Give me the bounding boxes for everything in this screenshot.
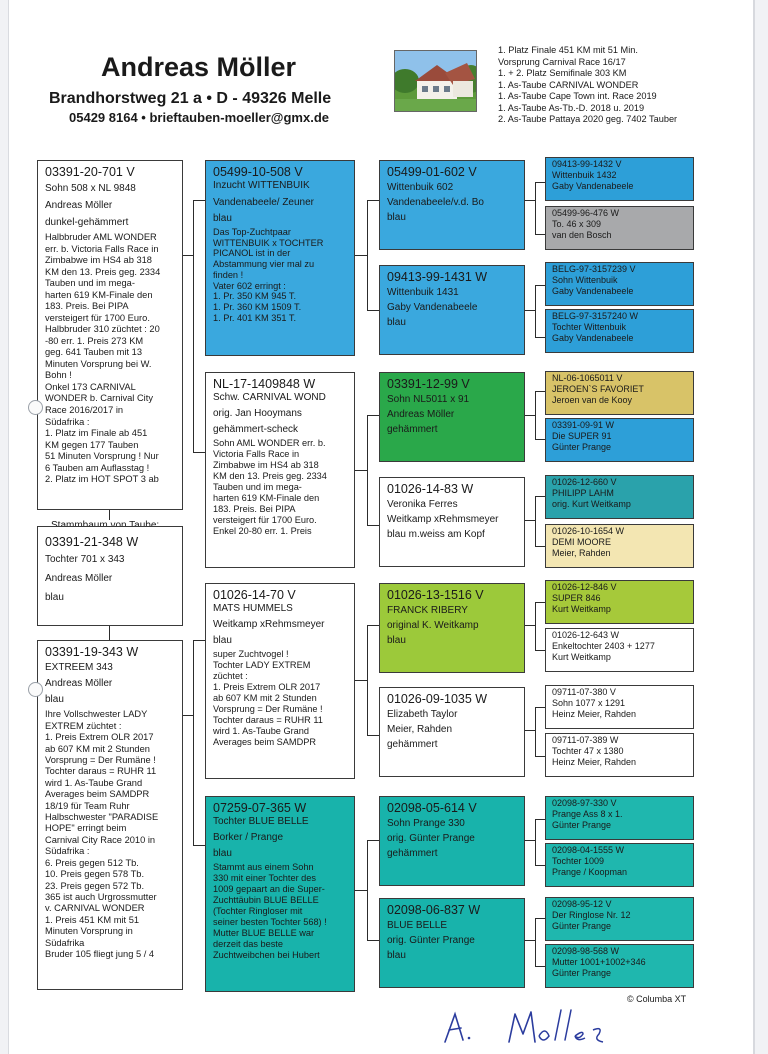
connector-line — [535, 439, 545, 440]
granddam-maternal-card — [205, 796, 355, 992]
connector-line — [535, 285, 536, 337]
pedigree-line: DEMI MOORE — [552, 536, 612, 547]
connector-line — [535, 756, 545, 757]
connector-line — [355, 255, 367, 256]
pedigree-line: Prange Ass 8 x 1. — [552, 808, 623, 819]
connector-line — [535, 966, 545, 967]
connector-line — [367, 840, 379, 841]
pedigree-line: blau — [45, 592, 64, 604]
achievement-line: 1. As-Taube Cape Town int. Race 2019 — [498, 91, 657, 101]
pedigree-line: gehämmert-scheck — [213, 423, 299, 435]
connector-line — [367, 625, 379, 626]
pedigree-line: BLUE BELLE — [387, 920, 448, 932]
gen4-card — [545, 628, 694, 672]
connector-line — [525, 310, 535, 311]
pedigree-line: Meier, Rahden — [552, 547, 611, 558]
pedigree-line: Andreas Möller — [387, 409, 455, 421]
connector-line — [535, 602, 536, 650]
ring-number: 02098-06-837 W — [387, 903, 481, 917]
gen3-card — [379, 583, 525, 673]
gen4-card — [545, 309, 694, 353]
ring-number: 09711-07-380 V — [552, 687, 616, 697]
pedigree-line: SUPER 846 — [552, 592, 601, 603]
ring-number: 03391-19-343 W — [45, 645, 139, 659]
pedigree-notes: super Zuchtvogel ! Tochter LADY EXTREM züchtet : 1. Preis Extrem OLR 2017 ab 607 KM mit 2 Stunden Vorsprung = Der Rumäne ! Tochter daraus = RUHR 11 wird 1. As-Taube Grand Averages beim SAMDPR — [213, 648, 323, 747]
gen4-card — [545, 524, 694, 568]
pedigree-line: Weitkamp xRehmsmeyer — [213, 618, 325, 630]
pedigree-line: blau — [387, 212, 406, 224]
connector-line — [525, 730, 535, 731]
connector-line — [367, 735, 379, 736]
pedigree-line: Kurt Weitkamp — [552, 603, 611, 614]
punch-hole — [28, 682, 43, 697]
pedigree-line: Veronika Ferres — [387, 499, 458, 511]
connector-line — [367, 840, 368, 940]
gen3-card — [379, 796, 525, 886]
connector-line — [535, 182, 545, 183]
achievement-line: 1. Platz Finale 451 KM mit 51 Min. — [498, 45, 638, 55]
connector-line — [367, 200, 368, 310]
ring-number: 01026-12-660 V — [552, 477, 617, 487]
pedigree-line: Borker / Prange — [213, 831, 284, 843]
pedigree-notes: Halbbruder AML WONDER err. b. Victoria Falls Race in Zimbabwe im HS4 ab 318 KM den 13. Preis geg. 2334 Tauben und im mega- harten 619 KM-Finale den 183. Preis. Bei PIPA versteigert für 1700 Euro. Halbbruder 310 züchtet : 20 -80 err. 1. Preis 273 KM geg. 641 Tauben mit 13 Minuten Vorsprung bei W. Bohn ! Onkel 173 CARNIVAL WONDER b. Carnival City Race 2016/2017 in Südafrika : 1. Platz im Finale ab 451 KM gegen 177 Tauben 51 Minuten Vorsprung ! Nur 6 Tauben am Auflasstag ! 2. Platz im HOT SPOT 3 ab — [45, 232, 161, 485]
pedigree-line: Tochter 701 x 343 — [45, 554, 125, 566]
connector-line — [535, 650, 545, 651]
achievement-line: 2. As-Taube Pattaya 2020 geg. 7402 Tauber — [498, 114, 678, 124]
ring-number: 09413-99-1432 V — [552, 159, 622, 169]
gen4-card — [545, 944, 694, 988]
gen4-card — [545, 796, 694, 840]
connector-line — [367, 415, 379, 416]
pedigree-line: Günter Prange — [552, 920, 612, 931]
connector-line — [535, 602, 545, 603]
pedigree-line: PHILIPP LAHM — [552, 487, 614, 498]
pedigree-line: Prange / Koopman — [552, 866, 628, 877]
connector-line — [525, 415, 535, 416]
connector-line — [367, 525, 379, 526]
gen4-card — [545, 157, 694, 201]
pedigree-line: Die SUPER 91 — [552, 430, 612, 441]
connector-line — [525, 200, 535, 201]
connector-line — [535, 918, 536, 966]
pedigree-line: Günter Prange — [552, 441, 612, 452]
pedigree-line: Heinz Meier, Rahden — [552, 756, 637, 767]
connector-line — [183, 715, 193, 716]
ring-number: 02098-05-614 V — [387, 801, 477, 815]
gen4-card — [545, 843, 694, 887]
breeder-address: Brandhorstweg 21 a • D - 49326 Melle — [49, 90, 332, 107]
pedigree-line: orig. Jan Hooymans — [213, 407, 302, 419]
pedigree-line: Inzucht WITTENBUIK — [213, 180, 310, 192]
connector-line — [535, 546, 545, 547]
gen4-card — [545, 733, 694, 777]
pedigree-line: Heinz Meier, Rahden — [552, 708, 637, 719]
pedigree-line: Wittenbuik 602 — [387, 182, 454, 194]
connector-line — [535, 707, 545, 708]
ring-number: 09711-07-389 W — [552, 735, 619, 745]
pedigree-line: Meier, Rahden — [387, 724, 453, 736]
pedigree-line: Gaby Vandenabeele — [387, 302, 478, 314]
pedigree-line: Wittenbuik 1431 — [387, 287, 459, 299]
gen3-card — [379, 372, 525, 462]
pedigree-notes: Ihre Vollschwester LADY EXTREM züchtet : 1. Preis Extrem OLR 2017 ab 607 KM mit 2 Stunden Vorsprung = Der Rumäne ! Tochter daraus = RUHR 11 wird 1. As-Taube Grand Averages beim SAMDPR 18/19 für Team Ruhr Halbschwester "PARADISE HOPE" erringt beim Carnival City Race 2010 in Südafrika : 6. Preis gegen 512 Tb. 10. Preis gegen 578 Tb. 23. Preis gegen 572 Tb. 365 ist auch Urgrossmutter v. CARNIVAL WONDER 1. Preis 451 KM mit 51 Minuten Vorsprung in Südafrika Bruder 105 fliegt jung 5 / 4 — [45, 709, 159, 960]
pedigree-line: original K. Weitkamp — [387, 620, 479, 632]
ring-number: 09413-99-1431 W — [387, 270, 488, 284]
copyright-text: © Columba XT — [627, 994, 687, 1004]
connector-line — [525, 625, 535, 626]
pedigree-line: blau — [213, 634, 232, 646]
pedigree-line: Tochter BLUE BELLE — [213, 816, 309, 828]
pedigree-line: Wittenbuik 1432 — [552, 169, 617, 180]
pedigree-line: Kurt Weitkamp — [552, 651, 611, 662]
connector-line — [193, 200, 194, 452]
connector-line — [355, 890, 367, 891]
pedigree-line: Enkeltochter 2403 + 1277 — [552, 640, 655, 651]
ring-number: 05499-10-508 V — [213, 165, 303, 179]
ring-number: 03391-20-701 V — [45, 165, 135, 179]
pedigree-line: Andreas Möller — [45, 573, 113, 585]
pedigree-line: orig. Günter Prange — [387, 935, 475, 947]
ring-number: 02098-95-12 V — [552, 899, 612, 909]
connector-line — [535, 496, 545, 497]
pedigree-line: Der Ringlose Nr. 12 — [552, 909, 631, 920]
ring-number: NL-17-1409848 W — [213, 377, 316, 391]
pedigree-line: Schw. CARNIVAL WOND — [213, 392, 326, 404]
connector-line — [535, 234, 545, 235]
pedigree-line: Gaby Vandenabeele — [552, 332, 634, 343]
pedigree-line: Vandenabeele/ Zeuner — [213, 196, 315, 208]
connector-line — [535, 182, 536, 234]
ring-number: 03391-21-348 W — [45, 535, 139, 549]
subject-card — [37, 526, 183, 626]
pedigree-line: Vandenabeele/v.d. Bo — [387, 197, 484, 209]
gen4-card — [545, 475, 694, 519]
pedigree-line: van den Bosch — [552, 229, 612, 240]
gen4-card — [545, 580, 694, 624]
pedigree-line: Gaby Vandenabeele — [552, 180, 634, 191]
pedigree-line: blau — [213, 212, 232, 224]
connector-line — [525, 520, 535, 521]
grandsire-maternal-card — [205, 583, 355, 779]
achievement-line: 1. + 2. Platz Semifinale 303 KM — [498, 68, 627, 78]
ring-number: NL-06-1065011 V — [552, 373, 623, 383]
connector-line — [535, 819, 545, 820]
pedigree-line: FRANCK RIBERY — [387, 605, 468, 617]
ring-number: BELG-97-3157240 W — [552, 311, 639, 321]
connector-line — [535, 819, 536, 865]
ring-number: 01026-14-83 W — [387, 482, 474, 496]
achievement-line: 1. As-Taube CARNIVAL WONDER — [498, 79, 639, 90]
pedigree-line: Tochter Wittenbuik — [552, 321, 627, 332]
pedigree-line: Tochter 47 x 1380 — [552, 745, 624, 756]
pedigree-line: orig. Günter Prange — [387, 833, 475, 845]
connector-line — [193, 845, 205, 846]
connector-line — [193, 452, 205, 453]
gen4-card — [545, 897, 694, 941]
ring-number: 01026-14-70 V — [213, 588, 296, 602]
ring-number: 01026-12-846 V — [552, 582, 617, 592]
pedigree-line: blau — [387, 317, 406, 329]
connector-line — [367, 310, 379, 311]
ring-number: 02098-97-330 V — [552, 798, 617, 808]
pedigree-line: blau — [387, 950, 406, 962]
ring-number: 01026-12-643 W — [552, 630, 620, 640]
connector-line — [535, 391, 545, 392]
pedigree-line: Gaby Vandenabeele — [552, 285, 634, 296]
pedigree-line: gehämmert — [387, 739, 438, 751]
connector-line — [193, 200, 205, 201]
pedigree-line: Andreas Möller — [45, 200, 113, 212]
ring-number: 01026-09-1035 W — [387, 692, 488, 706]
pedigree-notes: Das Top-Zuchtpaar WITTENBUIK x TOCHTER PICANOL ist in der Abstammung vier mal zu finden ! Vater 602 erringt : 1. Pr. 350 KM 945 T. 1. Pr. 360 KM 1509 T. 1. Pr. 401 KM 351 T. — [213, 226, 324, 323]
pedigree-line: blau — [213, 847, 232, 859]
ring-number: 01026-10-1654 W — [552, 526, 625, 536]
gen4-card — [545, 685, 694, 729]
breeder-name: Andreas Möller — [101, 52, 297, 82]
pedigree-line: MATS HUMMELS — [213, 603, 293, 615]
grandsire-paternal-card — [205, 160, 355, 356]
connector-line — [367, 200, 379, 201]
gen3-card — [379, 265, 525, 355]
ring-number: 05499-96-476 W — [552, 208, 620, 218]
connector-line — [535, 707, 536, 756]
pedigree-line: Tochter 1009 — [552, 855, 605, 866]
pedigree-line: Weitkamp xRehmsmeyer — [387, 514, 499, 526]
pedigree-line: Sohn NL5011 x 91 — [387, 394, 470, 406]
pedigree-line: blau m.weiss am Kopf — [387, 529, 485, 541]
gen4-card — [545, 206, 694, 250]
gen4-card — [545, 371, 694, 415]
pedigree-line: Elizabeth Taylor — [387, 709, 458, 721]
ring-number: 01026-13-1516 V — [387, 588, 484, 602]
gen4-card — [545, 262, 694, 306]
connector-line — [367, 940, 379, 941]
ring-number: 03391-12-99 V — [387, 377, 470, 391]
gen3-card — [379, 687, 525, 777]
handwritten-signature — [439, 1000, 619, 1048]
pedigree-line: Günter Prange — [552, 967, 612, 978]
connector-line — [535, 337, 545, 338]
connector-line — [535, 918, 545, 919]
pedigree-line: gehämmert — [387, 848, 438, 860]
pedigree-sheet — [8, 0, 755, 1054]
pedigree-line: Sohn 1077 x 1291 — [552, 697, 626, 708]
pedigree-line: blau — [45, 694, 64, 706]
gen3-card — [379, 477, 525, 567]
pedigree-line: Mutter 1001+1002+346 — [552, 956, 646, 967]
connector-line — [367, 625, 368, 735]
achievement-line: Vorsprung Carnival Race 16/17 — [498, 56, 626, 67]
pedigree-line: EXTREEM 343 — [45, 662, 113, 674]
ring-number: 02098-98-568 W — [552, 946, 620, 956]
connector-line — [193, 640, 194, 845]
gen4-card — [545, 418, 694, 462]
connector-line — [535, 865, 545, 866]
pedigree-line: Jeroen van de Kooy — [552, 394, 633, 405]
pedigree-line: Andreas Möller — [45, 678, 113, 690]
gen3-card — [379, 898, 525, 988]
ring-number: 05499-01-602 V — [387, 165, 477, 179]
ring-number: 03391-09-91 W — [552, 420, 615, 430]
pedigree-line: Sohn 508 x NL 9848 — [45, 183, 136, 195]
achievement-line: 1. As-Taube As-Tb.-D. 2018 u. 2019 — [498, 102, 645, 113]
loft-house-image — [395, 51, 477, 112]
ring-number: BELG-97-3157239 V — [552, 264, 636, 274]
pedigree-line: Sohn Prange 330 — [387, 818, 465, 830]
connector-line — [535, 391, 536, 439]
pedigree-line: gehämmert — [387, 424, 438, 436]
connector-line — [193, 640, 205, 641]
punch-hole — [28, 400, 43, 415]
dam-card — [37, 640, 183, 990]
connector-line — [355, 680, 367, 681]
pedigree-line: To. 46 x 309 — [552, 218, 602, 229]
connector-line — [525, 940, 535, 941]
pedigree-notes: Sohn AML WONDER err. b. Victoria Falls Race in Zimbabwe im HS4 ab 318 KM den 13. Preis geg. 2334 Tauben und im mega- harten 619 KM-Finale den 183. Preis. Bei PIPA versteigert für 1700 Euro. Enkel 20-80 err. 1. Preis — [213, 437, 327, 536]
connector-line — [535, 285, 545, 286]
connector-line — [109, 626, 110, 640]
pedigree-line: orig. Kurt Weitkamp — [552, 498, 631, 509]
gen3-card — [379, 160, 525, 250]
ring-number: 07259-07-365 W — [213, 801, 307, 815]
achievements-list — [498, 45, 677, 126]
breeder-contact: 05429 8164 • brieftauben-moeller@gmx.de — [69, 110, 329, 125]
connector-line — [183, 255, 193, 256]
pedigree-line: Sohn Wittenbuik — [552, 274, 618, 285]
connector-line — [535, 496, 536, 546]
connector-line — [367, 415, 368, 525]
ring-number: 02098-04-1555 W — [552, 845, 625, 855]
pedigree-line: JEROEN`S FAVORIET — [552, 383, 644, 394]
granddam-paternal-card — [205, 372, 355, 568]
pedigree-line: Günter Prange — [552, 819, 612, 830]
pedigree-line: blau — [387, 635, 406, 647]
connector-line — [525, 840, 535, 841]
pedigree-notes: Stammt aus einem Sohn 330 mit einer Tochter des 1009 gepaart an die Super- Zuchttäubin BLUE BELLE (Tochter Ringloser mit seiner besten Tochter 568) ! Mutter BLUE BELLE war derzeit das beste Zuchtweibchen bei Hubert — [213, 861, 327, 960]
sire-card — [37, 160, 183, 510]
connector-line — [355, 470, 367, 471]
pedigree-line: dunkel-gehämmert — [45, 217, 129, 229]
loft-photo — [394, 50, 477, 112]
